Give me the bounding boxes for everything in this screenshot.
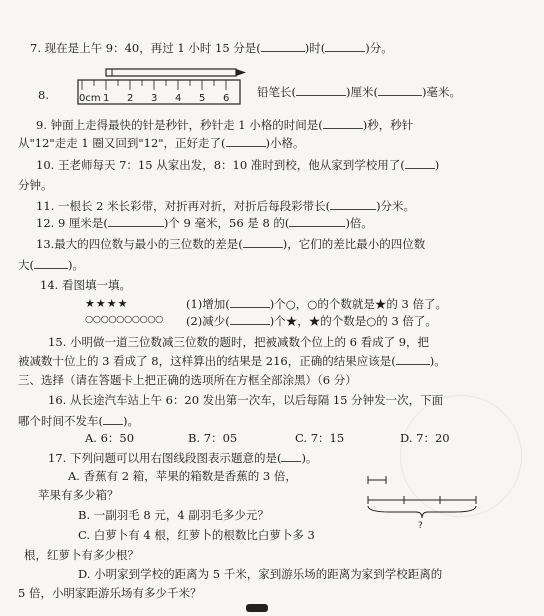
q13-blank-2[interactable] (34, 257, 68, 269)
q16-option-d[interactable]: D. 7：20 (400, 431, 450, 445)
q8-unit-cm: )厘米( (346, 85, 378, 99)
q13-text-1: 13.最大的四位数与最小的三位数的差是( (36, 237, 243, 251)
ruler-tick-label: 6 (223, 93, 230, 104)
q10-text-1: 10. 王老师每天 7：15 从家出发，8：10 准时到校，他从家到学校用了( (36, 158, 405, 172)
q14-r1-text-a: (1)增加( (186, 297, 230, 311)
q16-blank[interactable] (103, 413, 123, 425)
q14-blank-2[interactable] (230, 313, 270, 325)
q12-text-a: 12. 9 厘米是( (36, 216, 108, 230)
q17-option-b[interactable]: B. 一副羽毛 8 元，4 副羽毛多少元？ (78, 508, 269, 522)
q17-option-a-line2: 苹果有多少箱？ (38, 488, 119, 502)
q12-text-c: )倍。 (345, 216, 373, 230)
q13-text-2b: )。 (68, 258, 84, 272)
line-segment-diagram (360, 470, 490, 530)
q17-option-a-line1[interactable]: A. 香蕉有 2 箱，苹果的箱数是香蕉的 3 倍， (68, 469, 297, 483)
ruler-tick-label: 4 (175, 93, 182, 104)
ruler-with-pencil-figure (76, 67, 246, 109)
q12-text-b: )个 9 毫米，56 是 8 的( (163, 216, 290, 230)
q17-option-c-line2: 根，红萝卜有多少根？ (24, 548, 139, 562)
question-16-line2 (18, 413, 139, 428)
q17-title-tail: )。 (301, 451, 318, 465)
q9-blank-ticks[interactable] (226, 135, 266, 147)
q12-blank-1[interactable] (108, 215, 164, 227)
q16-option-c[interactable]: C. 7：15 (295, 431, 345, 445)
q15-text-2: 被减数十位上的 3 看成了 8，这样算出的结果是 216，正确的结果应该是( (18, 354, 396, 368)
q15-blank[interactable] (396, 353, 430, 365)
q8-blank-cm[interactable] (296, 84, 346, 96)
q17-title-text: 17. 下列问题可以用右图线段图表示题意的是( (48, 451, 282, 465)
q17-option-d-line1[interactable]: D. 小明家到学校的距离为 5 千米，家到游乐场的距离为家到学校距离的 (78, 567, 443, 581)
question-13-line2 (18, 257, 84, 272)
q10-blank-minutes[interactable] (405, 157, 435, 169)
question-8 (257, 84, 461, 99)
diagram-question-mark: ? (418, 521, 423, 530)
q14-stars: ★★★★ (85, 297, 129, 310)
q7-blank-minute[interactable] (325, 40, 365, 52)
question-15-line2 (18, 353, 446, 368)
question-10-line2: 分钟。 (18, 178, 53, 192)
q8-unit-mm: )毫米。 (421, 85, 461, 99)
q17-option-d-line2: 5 倍，小明家距游乐场有多少千米？ (18, 586, 202, 600)
q17-blank[interactable] (281, 450, 301, 462)
q14-r1-text-b: )个○，○的个数就是★的 3 倍了。 (269, 297, 447, 311)
question-9-line1 (36, 117, 413, 132)
q9-blank-seconds[interactable] (323, 117, 363, 129)
q15-text-2b: )。 (429, 354, 446, 368)
q7-blank-hour[interactable] (261, 40, 305, 52)
q14-row-1 (186, 296, 447, 311)
q10-text-1b: ) (434, 158, 440, 172)
q17-title (48, 450, 317, 465)
q16-text-2: 哪个时间不发车( (18, 414, 103, 428)
q9-text-2: 从"12"走走 1 圈又回到"12"，正好走了( (18, 136, 226, 150)
q14-r2-text-b: )个★，★的个数是○的 3 倍了。 (269, 314, 437, 328)
q14-title: 14. 看图填一填。 (40, 278, 131, 292)
question-11 (36, 198, 415, 213)
question-15-line1: 15. 小明做一道三位数减三位数的题时，把被减数个位上的 6 看成了 9，把 (48, 335, 430, 349)
question-16-line1: 16. 从长途汽车站上午 6：20 发出第一次车，以后每隔 15 分钟发一次，下面 (48, 393, 444, 407)
q7-unit-hour: )时( (304, 41, 326, 55)
q16-option-b[interactable]: B. 7：05 (188, 431, 238, 445)
q9-text-1: 9. 钟面上走得最快的针是秒针，秒针走 1 小格的时间是( (36, 118, 323, 132)
q11-blank[interactable] (330, 198, 376, 210)
q9-text-1b: )秒，秒针 (362, 118, 414, 132)
q16-option-a[interactable]: A. 6：50 (85, 431, 135, 445)
question-10-line1 (36, 157, 439, 172)
q14-r2-text-a: (2)减少( (186, 314, 230, 328)
question-7 (30, 40, 393, 55)
q8-label: 8. (38, 88, 49, 102)
q14-row-2 (186, 313, 437, 328)
q9-text-2b: )小格。 (265, 136, 305, 150)
q8-text: 铅笔长( (257, 85, 296, 99)
q14-circles: ○○○○○○○○○○ (85, 314, 163, 325)
q11-text: 11. 一根长 2 米长彩带，对折再对折，对折后每段彩带长( (36, 199, 331, 213)
question-9-line2 (18, 135, 305, 150)
q8-blank-mm[interactable] (378, 84, 422, 96)
ruler-tick-label: 1 (103, 93, 110, 104)
q13-blank-1[interactable] (243, 236, 283, 248)
q13-text-2a: 大( (18, 258, 34, 272)
q17-option-c-line1[interactable]: C. 白萝卜有 4 根，红萝卜的根数比白萝卜多 3 (78, 528, 315, 542)
scan-blot (246, 604, 268, 612)
q12-blank-2[interactable] (289, 215, 345, 227)
question-12 (36, 215, 373, 230)
q14-blank-1[interactable] (230, 296, 270, 308)
ruler-tick-label: 0cm (79, 93, 101, 104)
q7-text: 7. 现在是上午 9：40，再过 1 小时 15 分是( (30, 41, 261, 55)
ruler-tick-label: 3 (151, 93, 158, 104)
q16-text-2b: )。 (123, 414, 139, 428)
ruler-tick-label: 2 (127, 93, 134, 104)
q11-tail: )分米。 (376, 199, 416, 213)
question-13-line1 (36, 236, 425, 251)
q7-unit-minute: )分。 (365, 41, 393, 55)
section-3-heading: 三、选择（请在答题卡上把正确的选项所在方框全部涂黑）（6 分） (18, 373, 357, 387)
ruler-tick-label: 5 (199, 93, 206, 104)
q13-text-1b: )，它们的差比最小的四位数 (282, 237, 426, 251)
